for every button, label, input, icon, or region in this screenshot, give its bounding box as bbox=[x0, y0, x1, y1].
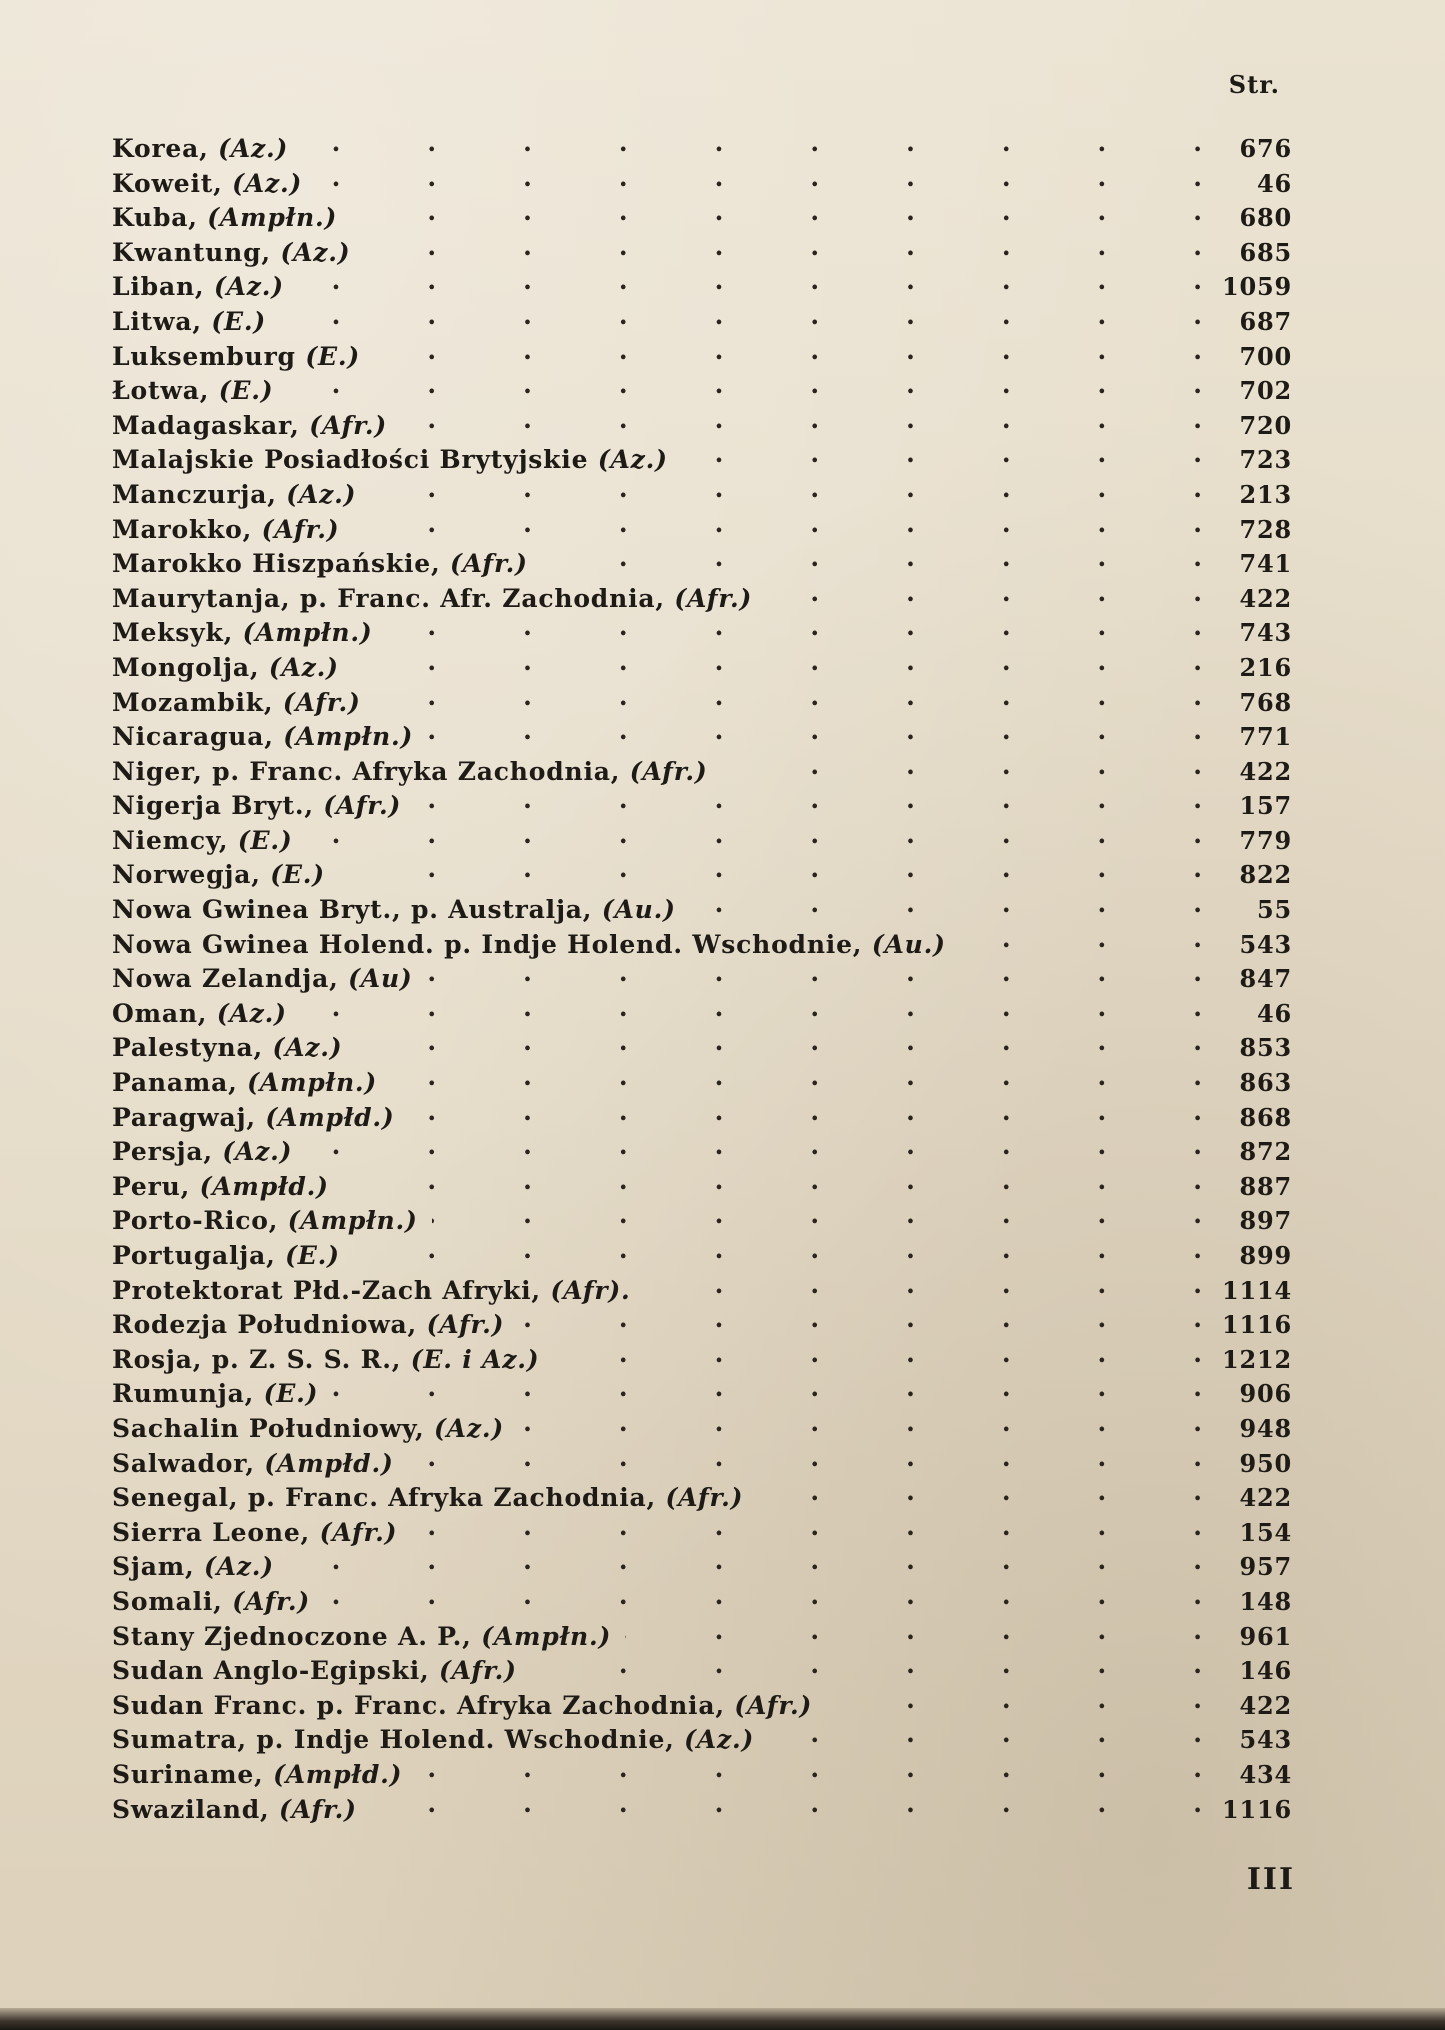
dot-leader bbox=[353, 647, 1202, 676]
entry-region: (Ampłn.) bbox=[207, 203, 338, 233]
index-entry bbox=[112, 1097, 1292, 1132]
index-entry bbox=[112, 647, 1292, 682]
entry-country: Norwegja, bbox=[112, 860, 261, 890]
index-entry bbox=[112, 197, 1292, 232]
dot-leader bbox=[387, 612, 1202, 641]
entry-page-number: 847 bbox=[1239, 964, 1292, 994]
index-entry bbox=[112, 1270, 1292, 1305]
index-entry bbox=[112, 1650, 1292, 1685]
entry-name bbox=[112, 272, 284, 301]
index-entry bbox=[112, 1477, 1292, 1512]
entry-page-number: 1116 bbox=[1222, 1794, 1292, 1824]
entry-country: Protektorat Płd.-Zach Afryki, bbox=[112, 1275, 541, 1305]
entry-region: (Afr.) bbox=[279, 1794, 357, 1824]
entry-page-number: 1116 bbox=[1222, 1310, 1292, 1340]
entry-country: Sudan Franc. p. Franc. Afryka Zachodnia, bbox=[112, 1690, 725, 1720]
dot-leader bbox=[307, 820, 1202, 849]
entry-name bbox=[112, 1760, 402, 1789]
index-entry bbox=[112, 1235, 1292, 1270]
entry-name bbox=[112, 1345, 539, 1374]
entry-country: Łotwa, bbox=[112, 376, 210, 406]
index-entry bbox=[112, 578, 1292, 613]
entry-country: Swaziland, bbox=[112, 1794, 270, 1824]
dot-leader bbox=[374, 336, 1202, 365]
entry-country: Salwador, bbox=[112, 1448, 255, 1478]
index-entry bbox=[112, 509, 1292, 544]
index-entry bbox=[112, 1512, 1292, 1547]
index-entry bbox=[112, 1408, 1292, 1443]
index-list bbox=[112, 128, 1292, 1823]
index-entry bbox=[112, 1339, 1292, 1374]
entry-page-number: 948 bbox=[1239, 1413, 1292, 1443]
entry-region: (Au) bbox=[348, 964, 413, 994]
entry-page-number: 779 bbox=[1239, 825, 1292, 855]
entry-country: Madagaskar, bbox=[112, 410, 300, 440]
entry-page-number: 55 bbox=[1257, 895, 1292, 925]
entry-page-number: 887 bbox=[1239, 1171, 1292, 1201]
entry-page-number: 157 bbox=[1239, 791, 1292, 821]
index-entry bbox=[112, 958, 1292, 993]
entry-name bbox=[112, 1068, 377, 1097]
entry-region: (Ampłn.) bbox=[247, 1068, 378, 1098]
dot-leader bbox=[324, 1581, 1202, 1610]
dot-leader bbox=[353, 509, 1202, 538]
entry-country: Nigerja Bryt., bbox=[112, 791, 314, 821]
dot-leader bbox=[768, 1719, 1202, 1748]
entry-page-number: 728 bbox=[1239, 514, 1292, 544]
entry-country: Liban, bbox=[112, 272, 205, 302]
index-entry bbox=[112, 785, 1292, 820]
entry-page-number: 1212 bbox=[1222, 1344, 1292, 1374]
entry-name bbox=[112, 445, 668, 474]
dot-leader bbox=[531, 1650, 1202, 1679]
entry-page-number: 543 bbox=[1239, 1725, 1292, 1755]
entry-region: (Au.) bbox=[871, 929, 946, 959]
entry-page-number: 154 bbox=[1239, 1517, 1292, 1547]
index-entry bbox=[112, 1546, 1292, 1581]
entry-region: (Ampłd.) bbox=[265, 1102, 395, 1132]
dot-leader bbox=[416, 1754, 1202, 1783]
entry-region: (E. i Az.) bbox=[410, 1344, 540, 1374]
index-entry bbox=[112, 1719, 1292, 1754]
index-entry bbox=[112, 1166, 1292, 1201]
dot-leader bbox=[960, 924, 1202, 953]
index-entry bbox=[112, 474, 1292, 509]
entry-name bbox=[112, 688, 361, 717]
entry-page-number: 213 bbox=[1239, 479, 1292, 509]
entry-country: Somali, bbox=[112, 1586, 223, 1616]
entry-region: (Afr.) bbox=[426, 1310, 505, 1340]
entry-page-number: 216 bbox=[1239, 652, 1292, 682]
index-entry bbox=[112, 301, 1292, 336]
entry-page-number: 685 bbox=[1239, 237, 1292, 267]
entry-page-number: 741 bbox=[1239, 549, 1292, 579]
dot-leader bbox=[518, 1304, 1202, 1333]
entry-country: Nicaragua, bbox=[112, 722, 274, 752]
entry-page-number: 768 bbox=[1239, 687, 1292, 717]
dot-leader bbox=[339, 854, 1202, 883]
entry-page-number: 422 bbox=[1239, 1483, 1292, 1513]
entry-country: Oman, bbox=[112, 998, 208, 1028]
dot-leader bbox=[625, 1616, 1202, 1645]
dot-leader bbox=[370, 474, 1202, 503]
entry-name bbox=[112, 1172, 329, 1201]
page-bottom-edge bbox=[0, 2008, 1445, 2030]
index-entry bbox=[112, 405, 1292, 440]
entry-region: (E.) bbox=[285, 1241, 340, 1270]
entry-name bbox=[112, 134, 288, 163]
entry-country: Koweit, bbox=[112, 168, 223, 198]
entry-name bbox=[112, 653, 339, 682]
entry-country: Persja, bbox=[112, 1137, 213, 1167]
entry-page-number: 950 bbox=[1239, 1448, 1292, 1478]
entry-page-number: 146 bbox=[1239, 1656, 1292, 1686]
entry-name bbox=[112, 1587, 310, 1616]
entry-page-number: 543 bbox=[1239, 929, 1292, 959]
entry-region: (Ampłn.) bbox=[287, 1206, 418, 1236]
entry-region: (E.) bbox=[237, 825, 293, 855]
entry-country: Niger, p. Franc. Afryka Zachodnia, bbox=[112, 756, 621, 786]
entry-name bbox=[112, 1449, 394, 1478]
dot-leader bbox=[518, 1408, 1202, 1437]
dot-leader bbox=[408, 1443, 1202, 1472]
entry-country: Kuba, bbox=[112, 203, 198, 233]
index-entry bbox=[112, 1304, 1292, 1339]
entry-page-number: 680 bbox=[1239, 203, 1292, 233]
dot-leader bbox=[288, 1546, 1202, 1575]
entry-region: (Afr.) bbox=[282, 687, 361, 717]
entry-region: (Az.) bbox=[232, 168, 303, 198]
dot-leader bbox=[343, 1166, 1202, 1195]
entry-region: (Afr.) bbox=[450, 549, 528, 579]
entry-region: (Ampłn.) bbox=[242, 618, 373, 648]
entry-name bbox=[112, 1483, 743, 1512]
entry-name bbox=[112, 376, 273, 405]
dot-leader bbox=[826, 1685, 1202, 1714]
entry-name bbox=[112, 1725, 754, 1754]
entry-region: (Afr). bbox=[550, 1275, 631, 1305]
entry-country: Niemcy, bbox=[112, 825, 229, 855]
entry-region: (Az.) bbox=[280, 237, 351, 267]
index-entry bbox=[112, 854, 1292, 889]
dot-leader bbox=[401, 405, 1202, 434]
entry-page-number: 897 bbox=[1239, 1206, 1292, 1236]
entry-name bbox=[112, 411, 387, 440]
entry-country: Portugalja, bbox=[112, 1241, 276, 1270]
entry-country: Stany Zjednoczone A. P., bbox=[112, 1621, 472, 1651]
dot-leader bbox=[302, 128, 1202, 157]
dot-leader bbox=[354, 1235, 1202, 1264]
entry-country: Maurytanja, p. Franc. Afr. Zachodnia, bbox=[112, 583, 665, 613]
entry-region: (Ampłd.) bbox=[273, 1759, 403, 1789]
dot-leader bbox=[409, 1097, 1202, 1126]
index-entry bbox=[112, 924, 1292, 959]
entry-region: (Az.) bbox=[216, 998, 287, 1028]
entry-region: (Ampłn.) bbox=[481, 1621, 612, 1651]
entry-country: Sierra Leone, bbox=[112, 1517, 311, 1547]
entry-country: Malajskie Posiadłości Brytyjskie bbox=[112, 445, 589, 475]
dot-leader bbox=[391, 1062, 1202, 1091]
entry-region: (Az.) bbox=[213, 272, 284, 302]
entry-page-number: 872 bbox=[1239, 1137, 1292, 1167]
entry-country: Marokko Hiszpańskie, bbox=[112, 549, 441, 579]
entry-page-number: 853 bbox=[1239, 1033, 1292, 1063]
entry-page-number: 906 bbox=[1239, 1379, 1292, 1409]
entry-page-number: 700 bbox=[1239, 341, 1292, 371]
index-entry bbox=[112, 1581, 1292, 1616]
entry-region: (Afr.) bbox=[319, 1517, 398, 1547]
entry-region: (Az.) bbox=[434, 1413, 504, 1443]
entry-country: Sachalin Południowy, bbox=[112, 1413, 425, 1443]
entry-country: Luksemburg bbox=[112, 341, 296, 371]
entry-page-number: 422 bbox=[1239, 756, 1292, 786]
entry-name bbox=[112, 1622, 611, 1651]
entry-region: (Afr.) bbox=[232, 1586, 310, 1616]
page-number: III bbox=[1246, 1862, 1295, 1897]
entry-name bbox=[112, 964, 413, 993]
entry-name bbox=[112, 618, 373, 647]
entry-region: (Az.) bbox=[222, 1137, 293, 1167]
entry-region: (Az.) bbox=[218, 134, 289, 163]
index-entry bbox=[112, 1616, 1292, 1651]
entry-page-number: 1114 bbox=[1222, 1275, 1292, 1305]
entry-name bbox=[112, 515, 339, 544]
entry-country: Nowa Gwinea Bryt., p. Australja, bbox=[112, 895, 593, 925]
entry-country: Panama, bbox=[112, 1068, 238, 1098]
entry-page-number: 723 bbox=[1239, 445, 1292, 475]
dot-leader bbox=[722, 751, 1202, 780]
entry-page-number: 863 bbox=[1239, 1068, 1292, 1098]
entry-name bbox=[112, 307, 266, 336]
entry-name bbox=[112, 1276, 631, 1305]
index-entry bbox=[112, 751, 1292, 786]
index-entry bbox=[112, 1443, 1292, 1478]
entry-region: (Ampłd.) bbox=[199, 1171, 329, 1201]
entry-name bbox=[112, 1414, 504, 1443]
dot-leader bbox=[332, 1373, 1202, 1402]
entry-region: (Afr.) bbox=[323, 791, 402, 821]
index-entry bbox=[112, 820, 1292, 855]
entry-page-number: 743 bbox=[1239, 618, 1292, 648]
entry-name bbox=[112, 169, 302, 198]
index-entry bbox=[112, 1027, 1292, 1062]
dot-leader bbox=[553, 1339, 1202, 1368]
index-entry bbox=[112, 1373, 1292, 1408]
index-entry bbox=[112, 682, 1292, 717]
dot-leader bbox=[356, 1027, 1202, 1056]
dot-leader bbox=[280, 301, 1202, 330]
index-entry bbox=[112, 336, 1292, 371]
page-column-header: Str. bbox=[1228, 70, 1280, 99]
entry-name bbox=[112, 1379, 318, 1408]
entry-page-number: 676 bbox=[1239, 134, 1292, 163]
entry-country: Manczurja, bbox=[112, 479, 277, 509]
entry-page-number: 868 bbox=[1239, 1102, 1292, 1132]
entry-country: Peru, bbox=[112, 1171, 191, 1201]
dot-leader bbox=[364, 232, 1202, 261]
entry-region: (Ampłd.) bbox=[264, 1448, 394, 1478]
entry-page-number: 148 bbox=[1239, 1586, 1292, 1616]
entry-region: (Az.) bbox=[286, 479, 357, 509]
entry-page-number: 687 bbox=[1239, 306, 1292, 336]
dot-leader bbox=[371, 1789, 1202, 1818]
entry-page-number: 434 bbox=[1239, 1759, 1292, 1789]
entry-name bbox=[112, 1206, 418, 1235]
index-entry bbox=[112, 543, 1292, 578]
entry-name bbox=[112, 1552, 274, 1581]
entry-country: Porto-Rico, bbox=[112, 1206, 279, 1236]
entry-page-number: 702 bbox=[1239, 376, 1292, 406]
entry-region: (E.) bbox=[211, 306, 266, 336]
index-entry bbox=[112, 1131, 1292, 1166]
entry-page-number: 422 bbox=[1239, 583, 1292, 613]
dot-leader bbox=[316, 163, 1202, 192]
entry-country: Rodezja Południowa, bbox=[112, 1310, 418, 1340]
entry-name bbox=[112, 791, 401, 820]
index-entry bbox=[112, 1685, 1292, 1720]
entry-page-number: 771 bbox=[1239, 722, 1292, 752]
entry-name bbox=[112, 1137, 292, 1166]
entry-name bbox=[112, 342, 360, 371]
entry-country: Litwa, bbox=[112, 306, 202, 336]
index-entry bbox=[112, 128, 1292, 163]
entry-region: (E.) bbox=[218, 376, 274, 406]
entry-country: Rumunja, bbox=[112, 1379, 255, 1409]
entry-name bbox=[112, 1795, 357, 1824]
entry-country: Rosja, p. Z. S. S. R., bbox=[112, 1344, 402, 1374]
entry-name bbox=[112, 238, 350, 267]
index-entry bbox=[112, 1062, 1292, 1097]
dot-leader bbox=[301, 993, 1202, 1022]
entry-country: Palestyna, bbox=[112, 1033, 263, 1063]
entry-region: (Afr.) bbox=[674, 583, 753, 613]
entry-name bbox=[112, 1241, 340, 1270]
entry-name bbox=[112, 584, 752, 613]
entry-page-number: 46 bbox=[1257, 168, 1292, 198]
dot-leader bbox=[542, 543, 1202, 572]
entry-country: Mozambik, bbox=[112, 687, 274, 717]
index-entry bbox=[112, 1754, 1292, 1789]
entry-name bbox=[112, 895, 676, 924]
entry-name bbox=[112, 203, 337, 232]
dot-leader bbox=[766, 578, 1202, 607]
index-entry bbox=[112, 889, 1292, 924]
dot-leader bbox=[411, 1512, 1202, 1541]
dot-leader bbox=[427, 716, 1202, 745]
entry-region: (Az.) bbox=[597, 445, 668, 475]
entry-country: Suriname, bbox=[112, 1759, 264, 1789]
dot-leader bbox=[287, 370, 1202, 399]
dot-leader bbox=[306, 1131, 1202, 1160]
index-entry bbox=[112, 612, 1292, 647]
entry-name bbox=[112, 860, 325, 889]
dot-leader bbox=[645, 1270, 1203, 1299]
index-entry bbox=[112, 716, 1292, 751]
entry-region: (E.) bbox=[305, 341, 360, 371]
entry-region: (Afr.) bbox=[665, 1483, 744, 1513]
entry-region: (Au.) bbox=[601, 895, 676, 925]
entry-country: Sudan Anglo-Egipski, bbox=[112, 1656, 430, 1686]
entry-name bbox=[112, 1103, 395, 1132]
entry-region: (Afr.) bbox=[439, 1656, 517, 1686]
entry-page-number: 1059 bbox=[1222, 272, 1292, 302]
dot-leader bbox=[682, 439, 1202, 468]
entry-country: Meksyk, bbox=[112, 618, 234, 648]
entry-name bbox=[112, 549, 528, 578]
entry-name bbox=[112, 757, 708, 786]
entry-region: (Az.) bbox=[684, 1725, 755, 1755]
entry-country: Korea, bbox=[112, 134, 209, 163]
entry-name bbox=[112, 1310, 504, 1339]
index-entry bbox=[112, 1200, 1292, 1235]
dot-leader bbox=[757, 1477, 1202, 1506]
entry-name bbox=[112, 1656, 517, 1685]
dot-leader bbox=[690, 889, 1202, 918]
entry-country: Sumatra, p. Indje Holend. Wschodnie, bbox=[112, 1725, 675, 1755]
entry-country: Nowa Zelandja, bbox=[112, 964, 339, 994]
entry-name bbox=[112, 930, 946, 959]
entry-region: (Az.) bbox=[272, 1033, 343, 1063]
entry-name bbox=[112, 722, 413, 751]
entry-country: Kwantung, bbox=[112, 237, 271, 267]
index-entry bbox=[112, 439, 1292, 474]
entry-page-number: 422 bbox=[1239, 1690, 1292, 1720]
entry-country: Marokko, bbox=[112, 514, 253, 544]
entry-name bbox=[112, 1518, 397, 1547]
index-entry bbox=[112, 266, 1292, 301]
index-entry bbox=[112, 993, 1292, 1028]
dot-leader bbox=[375, 682, 1202, 711]
index-entry bbox=[112, 163, 1292, 198]
dot-leader bbox=[298, 266, 1202, 295]
dot-leader bbox=[427, 958, 1202, 987]
entry-page-number: 720 bbox=[1239, 410, 1292, 440]
entry-region: (E.) bbox=[263, 1379, 319, 1409]
entry-page-number: 46 bbox=[1257, 998, 1292, 1028]
index-entry bbox=[112, 232, 1292, 267]
entry-region: (Afr.) bbox=[309, 410, 387, 440]
entry-region: (E.) bbox=[270, 860, 325, 890]
entry-country: Senegal, p. Franc. Afryka Zachodnia, bbox=[112, 1483, 657, 1513]
entry-name bbox=[112, 999, 287, 1028]
dot-leader bbox=[415, 785, 1202, 814]
entry-region: (Az.) bbox=[268, 652, 339, 682]
entry-name bbox=[112, 480, 356, 509]
entry-region: (Afr.) bbox=[261, 514, 340, 544]
entry-page-number: 957 bbox=[1239, 1552, 1292, 1582]
entry-region: (Afr.) bbox=[629, 756, 708, 786]
dot-leader bbox=[432, 1200, 1202, 1229]
entry-region: (Afr.) bbox=[734, 1690, 813, 1720]
index-entry bbox=[112, 1789, 1292, 1824]
entry-country: Sjam, bbox=[112, 1552, 195, 1582]
entry-page-number: 899 bbox=[1239, 1241, 1292, 1270]
entry-page-number: 822 bbox=[1239, 860, 1292, 890]
entry-name bbox=[112, 826, 293, 855]
entry-page-number: 961 bbox=[1239, 1621, 1292, 1651]
dot-leader bbox=[351, 197, 1202, 226]
entry-country: Paragwaj, bbox=[112, 1102, 256, 1132]
index-entry bbox=[112, 370, 1292, 405]
entry-country: Mongolja, bbox=[112, 652, 260, 682]
entry-name bbox=[112, 1691, 812, 1720]
entry-country: Nowa Gwinea Holend. p. Indje Holend. Wschodnie, bbox=[112, 929, 863, 959]
entry-region: (Az.) bbox=[203, 1552, 274, 1582]
entry-name bbox=[112, 1033, 342, 1062]
entry-region: (Ampłn.) bbox=[283, 722, 414, 752]
